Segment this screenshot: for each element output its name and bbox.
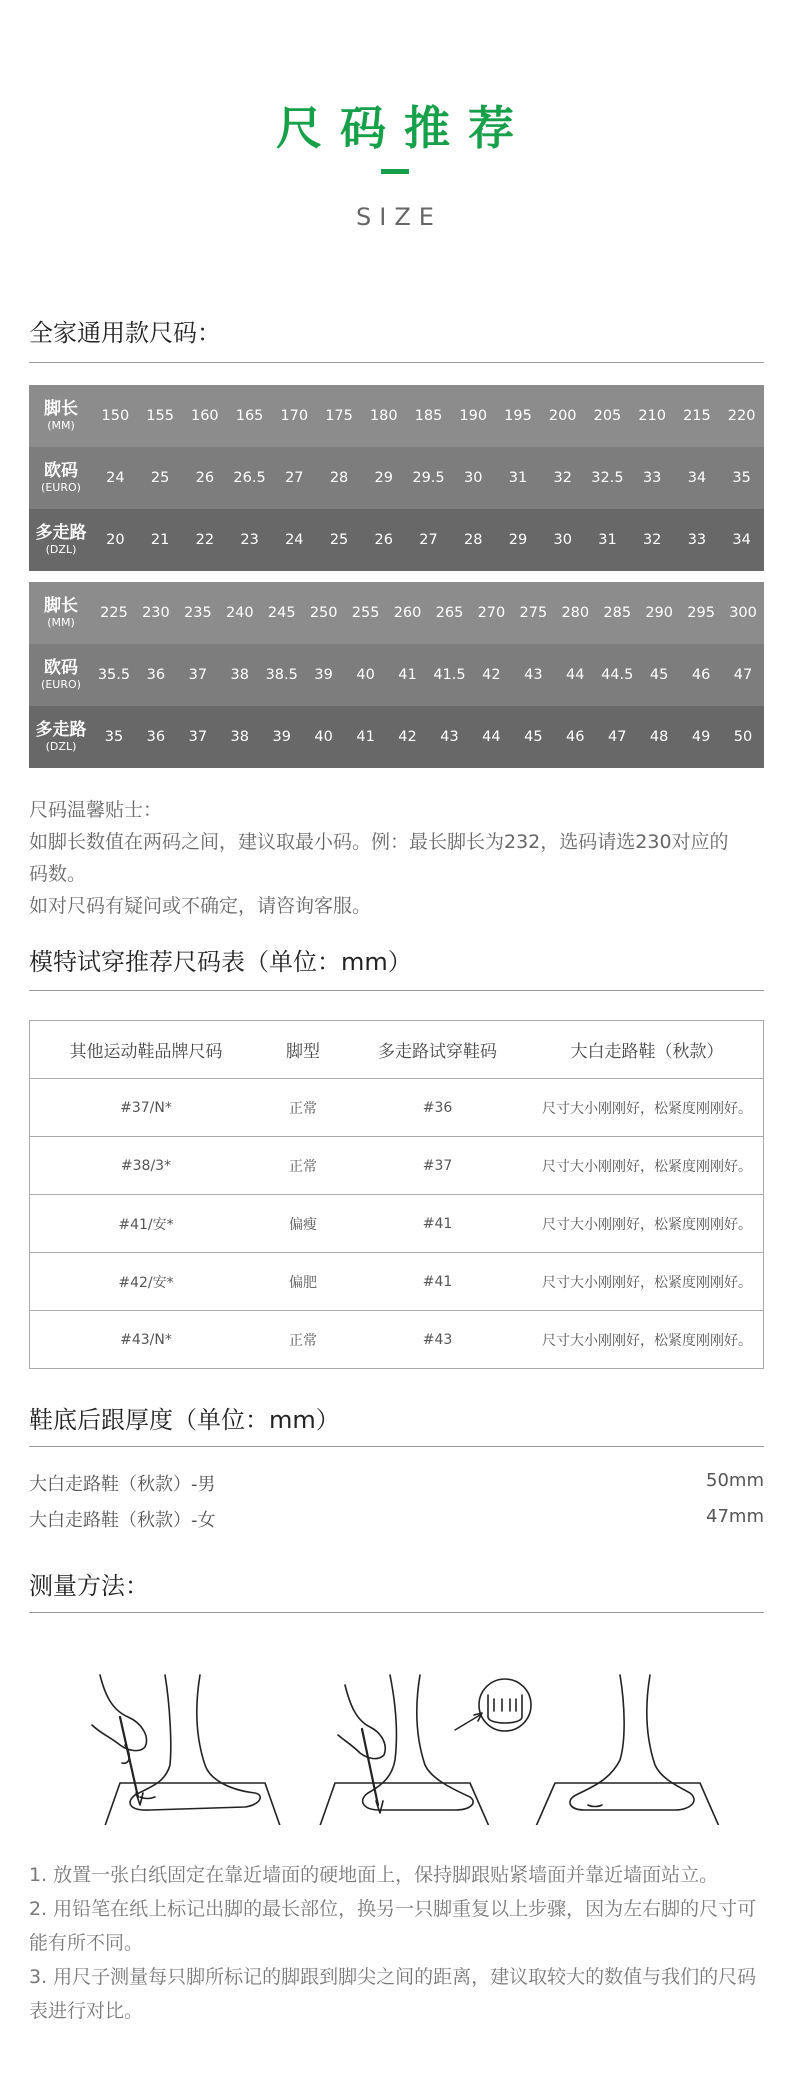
size-cell: 25 [150,470,170,486]
table-cell: #41 [344,1195,531,1253]
row-header-en: (EURO) [41,481,81,494]
measure-section-title: 测量方法： [29,1572,149,1600]
size-cell: 47 [607,729,627,745]
table-cell: 偏瘦 [262,1195,344,1253]
size-cell: 20 [106,532,125,548]
section-divider [29,1446,764,1447]
table-cell: 尺寸大小刚刚好，松紧度刚刚好。 [531,1079,764,1137]
size-cell: 41.5 [433,667,466,683]
size-row-dzl [29,706,764,768]
column-header: 多走路试穿鞋码 [344,1021,531,1079]
size-row-euro [29,644,764,706]
row-header-zh: 多走路 [35,720,87,740]
sole-section-title: 鞋底后跟厚度（单位：mm） [29,1406,340,1434]
model-table-title: 模特试穿推荐尺码表（单位：mm） [29,948,412,976]
table-cell: 正常 [262,1311,344,1369]
tips-line: 如脚长数值在两码之间，建议取最小码。例：最长脚长为232，选码请选230对应的 [29,831,729,853]
table-cell: 尺寸大小刚刚好，松紧度刚刚好。 [531,1253,764,1311]
size-cell: 36 [146,667,166,683]
table-cell: #41/安* [30,1195,263,1253]
size-cell: 160 [190,408,219,424]
size-cell: 210 [638,408,667,424]
size-row-euro [29,447,764,509]
size-cell: 40 [314,729,333,745]
row-values [93,582,764,644]
size-row-dzl [29,509,764,571]
size-cell: 21 [150,532,170,548]
table-cell: 正常 [262,1079,344,1137]
size-cell: 46 [691,667,711,683]
size-cell: 37 [188,729,208,745]
size-cell: 300 [729,605,757,621]
size-cell: 290 [645,605,673,621]
size-cell: 24 [106,470,125,486]
size-cell: 27 [285,470,304,486]
table-cell: 正常 [262,1137,344,1195]
table-cell: #41 [344,1253,531,1311]
size-cell: 35 [104,729,124,745]
table-cell: #43/N* [30,1311,263,1369]
table-cell: #42/安* [30,1253,263,1311]
size-cell: 41 [356,729,375,745]
size-cell: 43 [440,729,459,745]
size-row-foot-length [29,582,764,644]
size-cell: 49 [691,729,711,745]
tips-line: 如对尺码有疑问或不确定，请咨询客服。 [29,895,372,917]
size-cell: 265 [435,605,464,621]
size-table-2 [29,582,764,768]
size-cell: 255 [351,605,380,621]
page-title: 尺码推荐 [276,101,532,155]
size-cell: 180 [369,408,398,424]
size-cell: 26 [374,532,393,548]
sole-item [29,1470,764,1496]
size-cell: 44 [482,729,501,745]
size-cell: 30 [464,470,483,486]
size-cell: 205 [593,408,622,424]
size-cell: 31 [508,470,528,486]
row-header-en: (MM) [47,616,75,629]
size-cell: 260 [393,605,422,621]
row-header-en: (MM) [47,419,75,432]
family-size-title: 全家通用款尺码： [29,319,221,347]
size-cell: 31 [598,532,617,548]
table-cell: 偏肥 [262,1253,344,1311]
size-cell: 40 [356,667,375,683]
size-cell: 24 [285,532,304,548]
column-header: 大白走路鞋（秋款） [531,1021,764,1079]
measure-steps [29,1858,764,2028]
size-cell: 220 [727,408,756,424]
table-row [30,1195,764,1253]
size-cell: 30 [553,532,572,548]
size-cell: 32 [642,532,662,548]
table-cell: #37 [344,1137,531,1195]
size-cell: 39 [272,729,291,745]
row-header [29,582,93,644]
size-cell: 27 [419,532,438,548]
size-cell: 285 [603,605,632,621]
size-cell: 37 [188,667,208,683]
size-cell: 185 [414,408,443,424]
measurement-illustration [0,1665,790,1825]
step3-ruler-icon [530,1675,730,1825]
table-cell: #36 [344,1079,531,1137]
tips-heading: 尺码温馨贴士： [29,799,163,821]
size-cell: 245 [267,605,296,621]
size-cell: 50 [733,729,753,745]
table-header-row [30,1021,764,1079]
table-cell: 尺寸大小刚刚好，松紧度刚刚好。 [531,1195,764,1253]
size-cell: 200 [548,408,577,424]
row-values [93,644,764,706]
size-cell: 34 [732,532,751,548]
size-cell: 33 [642,470,662,486]
size-cell: 250 [309,605,338,621]
row-values [93,509,764,571]
row-header-zh: 欧码 [44,658,78,678]
page-subtitle: SIZE [356,203,442,231]
row-header [29,447,93,509]
size-cell: 295 [687,605,715,621]
table-cell: #43 [344,1311,531,1369]
row-header [29,385,93,447]
size-cell: 28 [329,470,349,486]
sole-item-value: 50mm [706,1470,764,1491]
size-cell: 38 [230,667,249,683]
row-header-en: (DZL) [45,740,77,753]
size-cell: 42 [398,729,417,745]
size-cell: 44.5 [601,667,634,683]
sole-item-value: 47mm [706,1506,764,1527]
size-cell: 280 [561,605,590,621]
size-cell: 45 [524,729,543,745]
section-divider [29,990,764,991]
size-cell: 33 [687,532,707,548]
size-cell: 43 [524,667,543,683]
row-header-en: (DZL) [45,543,77,556]
size-cell: 44 [566,667,585,683]
row-header [29,706,93,768]
row-values [93,447,764,509]
column-header: 脚型 [262,1021,344,1079]
size-cell: 25 [329,532,349,548]
measure-step: 2. 用铅笔在纸上标记出脚的最长部位，换另一只脚重复以上步骤，因为左右脚的尺寸可能有所不同。 [29,1898,757,1954]
size-cell: 32 [553,470,572,486]
size-cell: 195 [504,408,532,424]
size-cell: 190 [459,408,488,424]
row-header-zh: 多走路 [35,523,87,543]
size-cell: 47 [733,667,753,683]
table-cell: #38/3* [30,1137,263,1195]
row-header-en: (EURO) [41,678,81,691]
row-header-zh: 欧码 [44,461,78,481]
column-header: 其他运动鞋品牌尺码 [30,1021,263,1079]
table-cell: 尺寸大小刚刚好，松紧度刚刚好。 [531,1311,764,1369]
step2-mark-toe-icon [315,1675,531,1825]
sole-item-label: 大白走路鞋（秋款）-男 [29,1474,216,1495]
size-cell: 38 [230,729,249,745]
model-fit-table [29,1020,764,1369]
sole-item-label: 大白走路鞋（秋款）-女 [29,1510,216,1531]
size-cell: 26 [195,470,215,486]
row-header [29,509,93,571]
size-cell: 45 [649,667,669,683]
size-cell: 28 [464,532,483,548]
size-cell: 225 [100,605,128,621]
size-table-1 [29,385,764,571]
size-cell: 215 [683,408,711,424]
step1-foot-pencil-icon [92,1675,285,1825]
title-accent-bar [381,169,409,174]
table-row [30,1137,764,1195]
tips-line: 码数。 [29,863,87,885]
measure-step: 1. 放置一张白纸固定在靠近墙面的硬地面上，保持脚跟贴紧墙面并靠近墙面站立。 [29,1864,719,1886]
size-cell: 29 [374,470,393,486]
size-cell: 41 [398,667,417,683]
size-cell: 22 [195,532,215,548]
row-header [29,644,93,706]
size-cell: 36 [146,729,166,745]
size-cell: 150 [101,408,130,424]
size-cell: 35 [732,470,751,486]
size-cell: 240 [225,605,254,621]
table-cell: #37/N* [30,1079,263,1137]
size-cell: 39 [314,667,333,683]
row-values [93,385,764,447]
size-cell: 38.5 [265,667,298,683]
size-cell: 175 [325,408,353,424]
size-cell: 165 [235,408,264,424]
size-cell: 23 [240,532,259,548]
size-cell: 235 [184,605,212,621]
size-cell: 155 [146,408,174,424]
size-row-foot-length [29,385,764,447]
section-divider [29,362,764,363]
table-row [30,1253,764,1311]
section-divider [29,1612,764,1613]
size-cell: 29.5 [412,470,445,486]
row-header-zh: 脚长 [44,596,78,616]
table-cell: 尺寸大小刚刚好，松紧度刚刚好。 [531,1137,764,1195]
row-values [93,706,764,768]
size-cell: 170 [280,408,309,424]
size-cell: 26.5 [233,470,266,486]
size-cell: 34 [687,470,707,486]
measure-step: 3. 用尺子测量每只脚所标记的脚跟到脚尖之间的距离，建议取较大的数值与我们的尺码表进行对比。 [29,1966,757,2022]
size-cell: 270 [477,605,506,621]
size-cell: 48 [649,729,669,745]
size-cell: 42 [482,667,501,683]
sole-item [29,1506,764,1532]
row-header-zh: 脚长 [44,399,78,419]
table-row [30,1079,764,1137]
size-cell: 230 [142,605,170,621]
size-cell: 46 [566,729,585,745]
size-cell: 35.5 [97,667,131,683]
size-cell: 29 [508,532,528,548]
size-cell: 32.5 [591,470,624,486]
size-cell: 275 [519,605,548,621]
table-row [30,1311,764,1369]
